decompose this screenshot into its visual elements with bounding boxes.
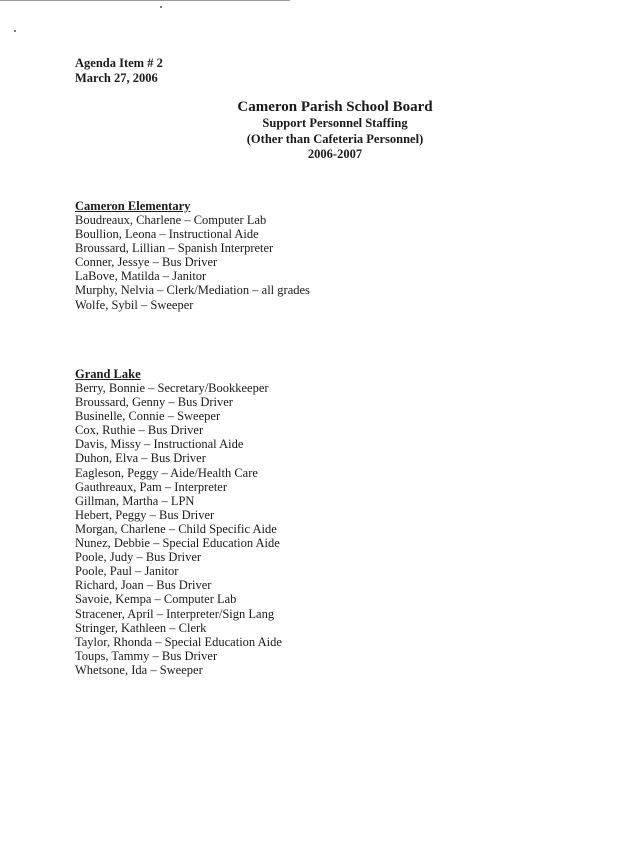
staff-entry: LaBove, Matilda – Janitor (75, 269, 207, 284)
staff-entry: Savoie, Kempa – Computer Lab (75, 592, 237, 607)
scan-speck (160, 6, 162, 8)
staff-entry: Cox, Ruthie – Bus Driver (75, 423, 204, 438)
section-grand-lake (75, 367, 282, 677)
staff-entry: Stringer, Kathleen – Clerk (75, 620, 207, 635)
scan-speck (14, 30, 16, 32)
staff-entry: Poole, Judy – Bus Driver (75, 550, 202, 565)
staff-entry: Businelle, Connie – Sweeper (75, 409, 221, 424)
staff-entry: Hebert, Peggy – Bus Driver (75, 507, 215, 522)
staff-entry: Duhon, Elva – Bus Driver (75, 451, 206, 466)
agenda-header (75, 56, 163, 86)
staff-entry: Broussard, Genny – Bus Driver (75, 395, 233, 410)
agenda-date: March 27, 2006 (75, 71, 158, 85)
staff-entry: Murphy, Nelvia – Clerk/Mediation – all grades (75, 283, 310, 298)
staff-entry: Berry, Bonnie – Secretary/Bookkeeper (75, 381, 269, 395)
document-heading (150, 98, 520, 163)
section-title: Cameron Elementary (75, 199, 191, 213)
heading-line-1: Support Personnel Staffing (262, 116, 408, 130)
staff-entry: Taylor, Rhonda – Special Education Aide (75, 634, 282, 649)
staff-entry: Morgan, Charlene – Child Specific Aide (75, 521, 277, 536)
staff-entry: Boullion, Leona – Instructional Aide (75, 227, 259, 242)
section-cameron-elementary (75, 199, 310, 312)
organization-title: Cameron Parish School Board (237, 99, 433, 115)
staff-entry: Poole, Paul – Janitor (75, 564, 179, 579)
heading-line-2: (Other than Cafeteria Personnel) (246, 131, 424, 146)
staff-entry: Nunez, Debbie – Special Education Aide (75, 536, 280, 551)
heading-year: 2006-2007 (307, 147, 363, 161)
scan-edge-line (0, 0, 290, 1)
staff-entry: Broussard, Lillian – Spanish Interpreter (75, 241, 274, 256)
staff-entry: Stracener, April – Interpreter/Sign Lang (75, 606, 275, 621)
staff-entry: Richard, Joan – Bus Driver (75, 578, 212, 593)
staff-entry: Gillman, Martha – LPN (75, 493, 195, 508)
staff-entry: Gauthreaux, Pam – Interpreter (75, 479, 228, 494)
section-title: Grand Lake (75, 367, 141, 381)
staff-entry: Davis, Missy – Instructional Aide (75, 437, 244, 452)
staff-entry: Toups, Tammy – Bus Driver (75, 648, 218, 663)
staff-entry: Whetsone, Ida – Sweeper (75, 662, 203, 677)
staff-entry: Eagleson, Peggy – Aide/Health Care (75, 465, 258, 480)
staff-entry: Conner, Jessye – Bus Driver (75, 255, 218, 270)
staff-entry: Boudreaux, Charlene – Computer Lab (75, 213, 267, 227)
staff-entry: Wolfe, Sybil – Sweeper (75, 297, 194, 312)
agenda-item-label: Agenda Item # 2 (75, 56, 163, 70)
